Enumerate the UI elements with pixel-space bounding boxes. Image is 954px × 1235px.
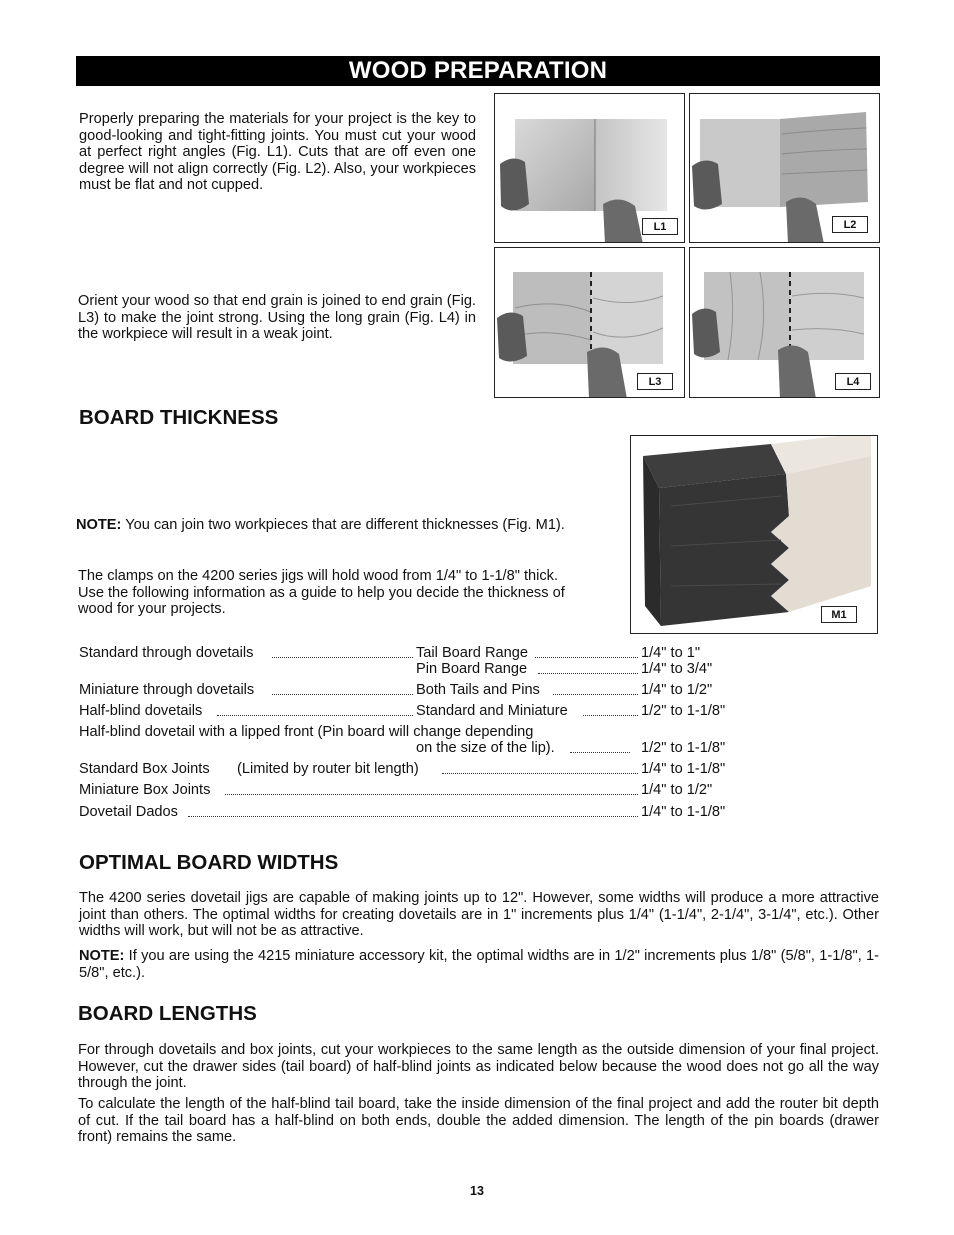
figure-l4-label: L4 — [835, 373, 871, 390]
table-row-mini-box-label: Miniature Box Joints — [79, 782, 211, 798]
table-row-std-box-value: 1/4" to 1-1/8" — [641, 761, 726, 777]
leader-dots — [272, 657, 413, 658]
leader-dots — [553, 694, 638, 695]
figure-l1 — [494, 93, 685, 243]
leader-dots — [188, 816, 638, 817]
board-lengths-paragraph-2: To calculate the length of the half-blind tail board, take the inside dimension of the final project and add the router bit depth of cut. If the tail board has a half-blind on both ends, double the added dimension. The length of the pin boards (drawer front) remains the same. — [78, 1096, 879, 1146]
figure-l2 — [689, 93, 880, 243]
figure-m1-photo — [631, 436, 878, 634]
leader-dots — [272, 694, 413, 695]
table-row-mini-box-value: 1/4" to 1/2" — [641, 782, 713, 798]
table-row-lipped-value: 1/2" to 1-1/8" — [641, 740, 726, 756]
table-row-dados-value: 1/4" to 1-1/8" — [641, 804, 726, 820]
clamps-paragraph: The clamps on the 4200 series jigs will hold wood from 1/4" to 1-1/8" thick. Use the following information as a guide to help you decide the thickness of wood for your projects. — [78, 568, 565, 618]
table-row-std-mini: Standard and Miniature — [416, 703, 568, 719]
figure-m1 — [630, 435, 878, 634]
note-text: You can join two workpieces that are different thicknesses (Fig. M1). — [121, 517, 565, 533]
leader-dots — [570, 752, 630, 753]
leader-dots — [583, 715, 638, 716]
optimal-widths-heading: OPTIMAL BOARD WIDTHS — [79, 851, 339, 874]
board-thickness-note — [76, 517, 616, 534]
leader-dots — [225, 794, 638, 795]
page-title-banner — [76, 56, 880, 86]
leader-dots — [217, 715, 413, 716]
note-label: NOTE: — [79, 948, 125, 964]
table-row-std-box-label: Standard Box Joints — [79, 761, 210, 777]
leader-dots — [442, 773, 638, 774]
table-row-mini-through-label: Miniature through dovetails — [79, 682, 255, 698]
note-label: NOTE: — [76, 517, 122, 533]
table-row-std-through-label: Standard through dovetails — [79, 645, 254, 661]
figure-l1-label: L1 — [642, 218, 678, 235]
table-row-both: Both Tails and Pins — [416, 682, 540, 698]
table-row-tail-range: Tail Board Range — [416, 645, 528, 661]
optimal-widths-note — [79, 948, 879, 981]
figure-l4 — [689, 247, 880, 398]
note-text: If you are using the 4215 miniature accessory kit, the optimal widths are in 1/2" increments plus 1/8" (5/8", 1-1/8", 1-5/8", etc.). — [79, 948, 879, 981]
table-row-half-blind-label: Half-blind dovetails — [79, 703, 203, 719]
table-row-dados-label: Dovetail Dados — [79, 804, 178, 820]
board-lengths-heading: BOARD LENGTHS — [78, 1002, 257, 1025]
page-number: 13 — [470, 1184, 484, 1198]
figure-l3 — [494, 247, 685, 398]
intro-paragraph-1: Properly preparing the materials for your project is the key to good-looking and tight-fitting joints. You must cut your wood at perfect right angles (Fig. L1). Cuts that are off even one degree will not align correctly (Fig. L2). Also, your workpieces must be flat and not cupped. — [79, 111, 476, 194]
table-row-half-blind-value: 1/2" to 1-1/8" — [641, 703, 726, 719]
board-thickness-heading: BOARD THICKNESS — [79, 406, 279, 429]
table-row-std-box-note: (Limited by router bit length) — [237, 761, 419, 777]
optimal-widths-paragraph: The 4200 series dovetail jigs are capable of making joints up to 12". However, some widths will produce a more attractive joint than others. The optimal widths for creating dovetails are in 1" increments plus 1/4" (1-1/4", 2-1/4", 3-1/4", etc.). Other widths will work, but will not be as attractive. — [79, 890, 879, 940]
table-row-lipped-line1: Half-blind dovetail with a lipped front (Pin board will change depending — [79, 724, 534, 740]
table-row-both-value: 1/4" to 1/2" — [641, 682, 713, 698]
table-row-pin-value: 1/4" to 3/4" — [641, 661, 713, 677]
leader-dots — [535, 657, 638, 658]
table-row-lipped-line2: on the size of the lip). — [416, 740, 555, 756]
intro-paragraph-2: Orient your wood so that end grain is joined to end grain (Fig. L3) to make the joint strong. Using the long grain (Fig. L4) in the workpiece will result in a weak joint. — [78, 293, 476, 343]
table-row-pin-range: Pin Board Range — [416, 661, 528, 677]
table-row-tail-value: 1/4" to 1" — [641, 645, 701, 661]
leader-dots — [538, 673, 638, 674]
page-title: WOOD PREPARATION — [348, 57, 608, 84]
figure-l3-label: L3 — [637, 373, 673, 390]
figure-m1-label: M1 — [821, 606, 857, 623]
figure-l2-label: L2 — [832, 216, 868, 233]
board-lengths-paragraph-1: For through dovetails and box joints, cut your workpieces to the same length as the outside dimension of your final project. However, cut the drawer sides (tail board) of half-blind joints as indicated below because the wood does not go all the way through the joint. — [78, 1042, 879, 1092]
